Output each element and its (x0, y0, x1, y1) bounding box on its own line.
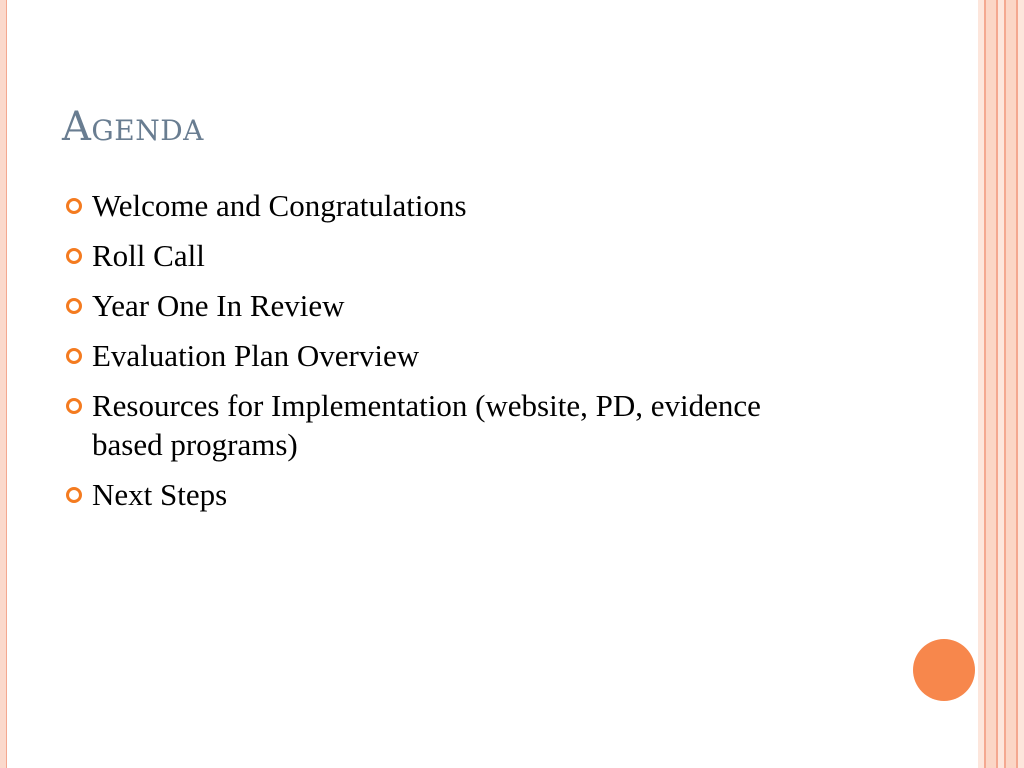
slide-title: Agenda (62, 104, 204, 150)
orange-circle-decoration (913, 639, 975, 701)
circle-bullet-icon (66, 398, 82, 414)
agenda-list (62, 186, 822, 525)
agenda-item (62, 386, 822, 464)
left-border-decoration (0, 0, 7, 768)
right-stripes-decoration (978, 0, 1024, 768)
agenda-item-label: Next Steps (92, 477, 228, 512)
circle-bullet-icon (66, 487, 82, 503)
agenda-item (62, 286, 822, 325)
stripe (1006, 0, 1016, 768)
circle-bullet-icon (66, 248, 82, 264)
agenda-item (62, 475, 822, 514)
agenda-item-label: Evaluation Plan Overview (92, 338, 420, 373)
stripe (1018, 0, 1024, 768)
agenda-item-label: Year One In Review (92, 288, 345, 323)
stripe (986, 0, 996, 768)
agenda-item (62, 336, 822, 375)
agenda-item (62, 186, 822, 225)
agenda-item-label: Welcome and Congratulations (92, 188, 467, 223)
agenda-item-label: Roll Call (92, 238, 205, 273)
circle-bullet-icon (66, 348, 82, 364)
circle-bullet-icon (66, 198, 82, 214)
agenda-item (62, 236, 822, 275)
agenda-item-label: Resources for Implementation (website, PD, evidence based programs) (92, 388, 761, 462)
circle-bullet-icon (66, 298, 82, 314)
